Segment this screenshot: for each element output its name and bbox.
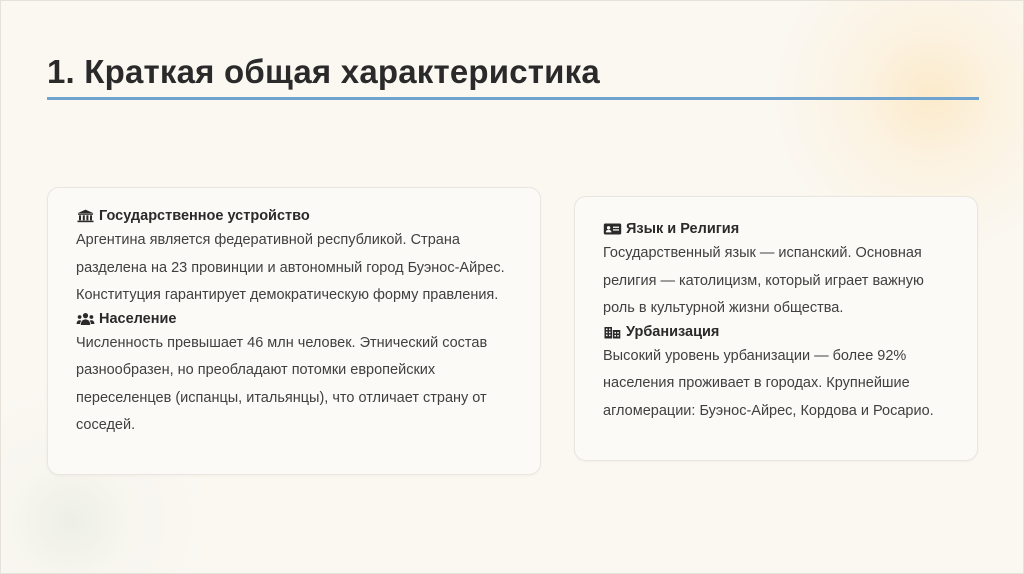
section-text-population: Численность превышает 46 млн человек. Этнический состав разнообразен, но преобладают потомки европейских переселенцев (испанцы, итальянцы), что отличает страну от соседей. <box>76 334 488 433</box>
section-text-language: Государственный язык — испанский. Основная религия — католицизм, который играет важную роль в культурной жизни общества. <box>603 245 924 316</box>
section-heading-label: Население <box>99 310 177 327</box>
section-heading-label: Урбанизация <box>626 323 720 340</box>
section-heading-label: Язык и Религия <box>626 221 740 237</box>
title-underline <box>47 97 979 100</box>
section-heading-population <box>76 310 516 328</box>
city-icon <box>603 325 622 339</box>
section-heading-label: Государственное устройство <box>99 208 310 224</box>
info-card-left <box>47 187 541 475</box>
users-icon <box>76 312 95 326</box>
page-title: 1. Краткая общая характеристика <box>47 53 600 90</box>
section-heading-language <box>603 220 953 238</box>
section-text-urbanization: Высокий уровень урбанизации — более 92% населения проживает в городах. Крупнейшие агломерации: Буэнос-Айрес, Кордова и Росарио. <box>603 347 934 419</box>
section-heading-government <box>76 207 516 225</box>
info-card-right <box>574 196 978 461</box>
section-text-government: Аргентина является федеративной республикой. Страна разделена на 23 провинции и автономный город Буэнос-Айрес. Конституция гарантирует демократическую форму правления. <box>76 232 505 303</box>
section-heading-urbanization <box>603 323 953 341</box>
id-card-icon <box>603 222 622 236</box>
landmark-icon <box>76 209 95 223</box>
